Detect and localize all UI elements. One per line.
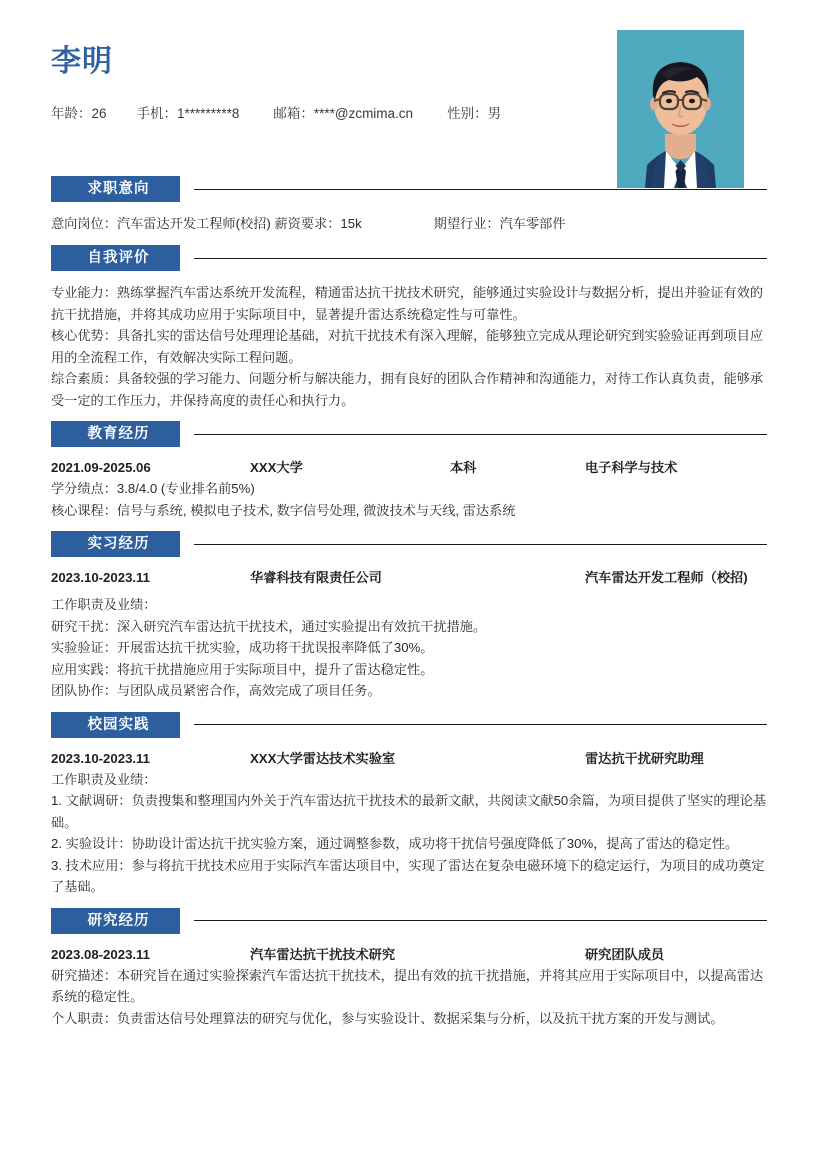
internship-detail: 工作职责及业绩： — [51, 597, 157, 612]
education-degree: 本科 — [450, 460, 477, 475]
self-evaluation-paragraph: 专业能力：熟练掌握汽车雷达系统开发流程，精通雷达抗干扰技术研究，能够通过实验设计与数据分析，提出并验证有效的抗干扰措施，并将其成功应用于实际项目中，显著提升雷达系统稳定性与可靠性。 — [51, 285, 764, 322]
education-date: 2021.09-2025.06 — [51, 460, 151, 475]
section-header-campus-practice — [51, 712, 768, 738]
contact-age — [51, 102, 107, 122]
section-research — [0, 908, 820, 1030]
campus-detail: 1. 文献调研：负责搜集和整理国内外关于汽车雷达抗干扰技术的最新文献，共阅读文献50余篇，为项目提供了坚实的理论基础。 — [51, 793, 767, 830]
section-rule — [194, 434, 767, 435]
section-campus-practice — [0, 712, 820, 898]
campus-role: 雷达抗干扰研究助理 — [585, 750, 704, 766]
intent-industry-value: 汽车零部件 — [499, 216, 566, 231]
section-title-campus-practice: 校园实践 — [51, 712, 180, 738]
intent-salary-value: 15k — [340, 216, 362, 231]
resume-header — [0, 0, 820, 176]
campus-detail: 3. 技术应用：参与将抗干扰技术应用于实际汽车雷达项目中，实现了雷达在复杂电磁环境下的稳定运行，为项目的成功奠定了基础。 — [51, 857, 765, 894]
section-rule — [194, 724, 767, 725]
self-evaluation-paragraph: 核心优势：具备扎实的雷达信号处理理论基础，对抗干扰技术有深入理解，能够独立完成从理论研究到实验验证再到项目应用的全流程工作，有效解决实际工程问题。 — [51, 328, 764, 365]
section-rule — [194, 920, 767, 921]
research-date: 2023.08-2023.11 — [51, 946, 151, 962]
internship-entry-header — [51, 568, 768, 588]
section-rule — [194, 258, 767, 259]
internship-detail: 团队协作：与团队成员紧密合作，高效完成了项目任务。 — [51, 683, 381, 698]
campus-detail: 工作职责及业绩： — [51, 771, 157, 787]
education-major: 电子科学与技术 — [585, 460, 678, 475]
contact-gender-label: 性别： — [447, 106, 488, 121]
campus-date: 2023.10-2023.11 — [51, 750, 151, 766]
contact-gender — [447, 102, 501, 122]
education-detail: 学分绩点：3.8/4.0 (专业排名前5%) — [51, 481, 255, 496]
section-title-job-intent: 求职意向 — [51, 176, 180, 202]
campus-detail: 2. 实验设计：协助设计雷达抗干扰实验方案，通过调整参数，成功将干扰信号强度降低了30%，提高了雷达的稳定性。 — [51, 836, 739, 851]
internship-detail: 实验验证：开展雷达抗干扰实验，成功将干扰误报率降低了30%。 — [51, 640, 434, 655]
internship-date: 2023.10-2023.11 — [51, 570, 151, 585]
contact-email — [273, 102, 413, 122]
self-evaluation-body — [51, 282, 768, 411]
section-self-evaluation — [0, 245, 820, 411]
section-internship — [0, 531, 820, 702]
section-title-research: 研究经历 — [51, 908, 180, 934]
campus-organization: XXX大学雷达技术实验室 — [250, 750, 396, 766]
internship-detail: 应用实践：将抗干扰措施应用于实际项目中，提升了雷达稳定性。 — [51, 661, 434, 677]
section-education — [0, 421, 820, 521]
contact-email-value: ****@zcmima.cn — [313, 106, 414, 121]
intent-salary-label: 薪资要求： — [274, 216, 341, 231]
section-rule — [194, 544, 767, 545]
section-header-internship — [51, 531, 768, 557]
internship-detail: 研究干扰：深入研究汽车雷达抗干扰技术，通过实验提出有效抗干扰措施。 — [51, 618, 487, 634]
self-evaluation-paragraph: 综合素质：具备较强的学习能力、问题分析与解决能力，拥有良好的团队合作精神和沟通能力，对待工作认真负责，能够承受一定的工作压力，并保持高度的责任心和执行力。 — [51, 371, 764, 408]
campus-entry-header — [51, 749, 768, 769]
section-header-self-evaluation — [51, 245, 768, 271]
research-detail: 研究描述：本研究旨在通过实验探索汽车雷达抗干扰技术，提出有效的抗干扰措施，并将其应用于实际项目中，以提高雷达系统的稳定性。 — [51, 967, 764, 1004]
research-detail: 个人职责：负责雷达信号处理算法的研究与优化，参与实验设计、数据采集与分析，以及抗干扰方案的开发与测试。 — [51, 1010, 724, 1026]
contact-phone — [137, 102, 240, 122]
photo-illustration — [617, 30, 744, 188]
contact-email-label: 邮箱： — [273, 106, 314, 121]
section-title-internship: 实习经历 — [51, 531, 180, 557]
education-school: XXX大学 — [250, 460, 303, 475]
contact-phone-label: 手机： — [136, 106, 178, 121]
job-intent-row — [51, 213, 768, 235]
contact-age-label: 年龄： — [51, 106, 92, 121]
intent-industry-label: 期望行业： — [433, 216, 500, 231]
candidate-name: 李明 — [51, 45, 113, 78]
section-header-research — [51, 908, 768, 934]
candidate-photo — [617, 30, 744, 188]
research-entry-header — [51, 945, 768, 965]
education-detail: 核心课程：信号与系统, 模拟电子技术, 数字信号处理, 微波技术与天线, 雷达系统 — [51, 502, 516, 518]
section-rule — [194, 189, 767, 190]
layout-gap — [362, 213, 434, 235]
internship-company: 华睿科技有限责任公司 — [250, 570, 382, 585]
section-title-education: 教育经历 — [51, 421, 180, 447]
contact-gender-value: 男 — [487, 106, 502, 121]
internship-role: 汽车雷达开发工程师（校招) — [585, 570, 748, 585]
intent-position-label: 意向岗位： — [51, 216, 117, 231]
section-title-self-evaluation: 自我评价 — [51, 245, 180, 271]
section-header-education — [51, 421, 768, 447]
research-project: 汽车雷达抗干扰技术研究 — [250, 946, 396, 962]
contact-age-value: 26 — [91, 106, 107, 121]
intent-position-value: 汽车雷达开发工程师(校招) — [116, 216, 271, 231]
research-role: 研究团队成员 — [585, 946, 665, 962]
education-entry-header — [51, 458, 768, 478]
contact-phone-value: 1*********8 — [177, 106, 240, 121]
